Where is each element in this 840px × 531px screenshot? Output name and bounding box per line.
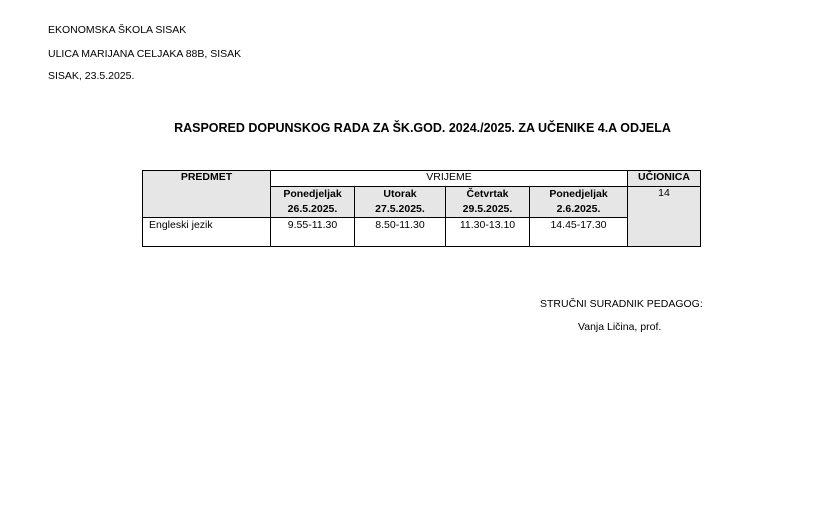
day-name: Četvrtak <box>466 188 509 200</box>
time-cell: 11.30-13.10 <box>446 218 530 247</box>
day-date: 26.5.2025. <box>287 203 338 215</box>
day-date: 27.5.2025. <box>375 203 425 215</box>
time-cell: 8.50-11.30 <box>355 218 446 247</box>
header-time: VRIJEME <box>271 171 628 187</box>
day-name: Ponedjeljak <box>283 188 342 200</box>
document-title: RASPORED DOPUNSKOG RADA ZA ŠK.GOD. 2024./2025. ZA UČENIKE 4.A ODJELA <box>174 121 671 135</box>
day-header <box>530 187 628 218</box>
signature-title: STRUČNI SURADNIK PEDAGOG: <box>540 298 703 310</box>
room-cell: 14 <box>628 187 701 247</box>
school-name: EKONOMSKA ŠKOLA SISAK <box>48 24 187 36</box>
schedule-table <box>142 170 701 247</box>
day-header <box>271 187 355 218</box>
day-date: 29.5.2025. <box>462 203 513 215</box>
header-subject: PREDMET <box>143 171 271 218</box>
day-date: 2.6.2025. <box>556 203 601 215</box>
subject-cell: Engleski jezik <box>143 218 271 247</box>
table-row <box>143 218 701 247</box>
day-name: Ponedjeljak <box>549 188 608 200</box>
time-cell: 9.55-11.30 <box>271 218 355 247</box>
day-header <box>446 187 530 218</box>
school-address: ULICA MARIJANA CELJAKA 88B, SISAK <box>48 48 242 60</box>
day-name: Utorak <box>383 188 417 200</box>
place-date: SISAK, 23.5.2025. <box>48 70 135 82</box>
signature-name: Vanja Ličina, prof. <box>578 321 662 333</box>
header-room: UČIONICA <box>628 171 701 187</box>
day-header <box>355 187 446 218</box>
time-cell: 14.45-17.30 <box>530 218 628 247</box>
